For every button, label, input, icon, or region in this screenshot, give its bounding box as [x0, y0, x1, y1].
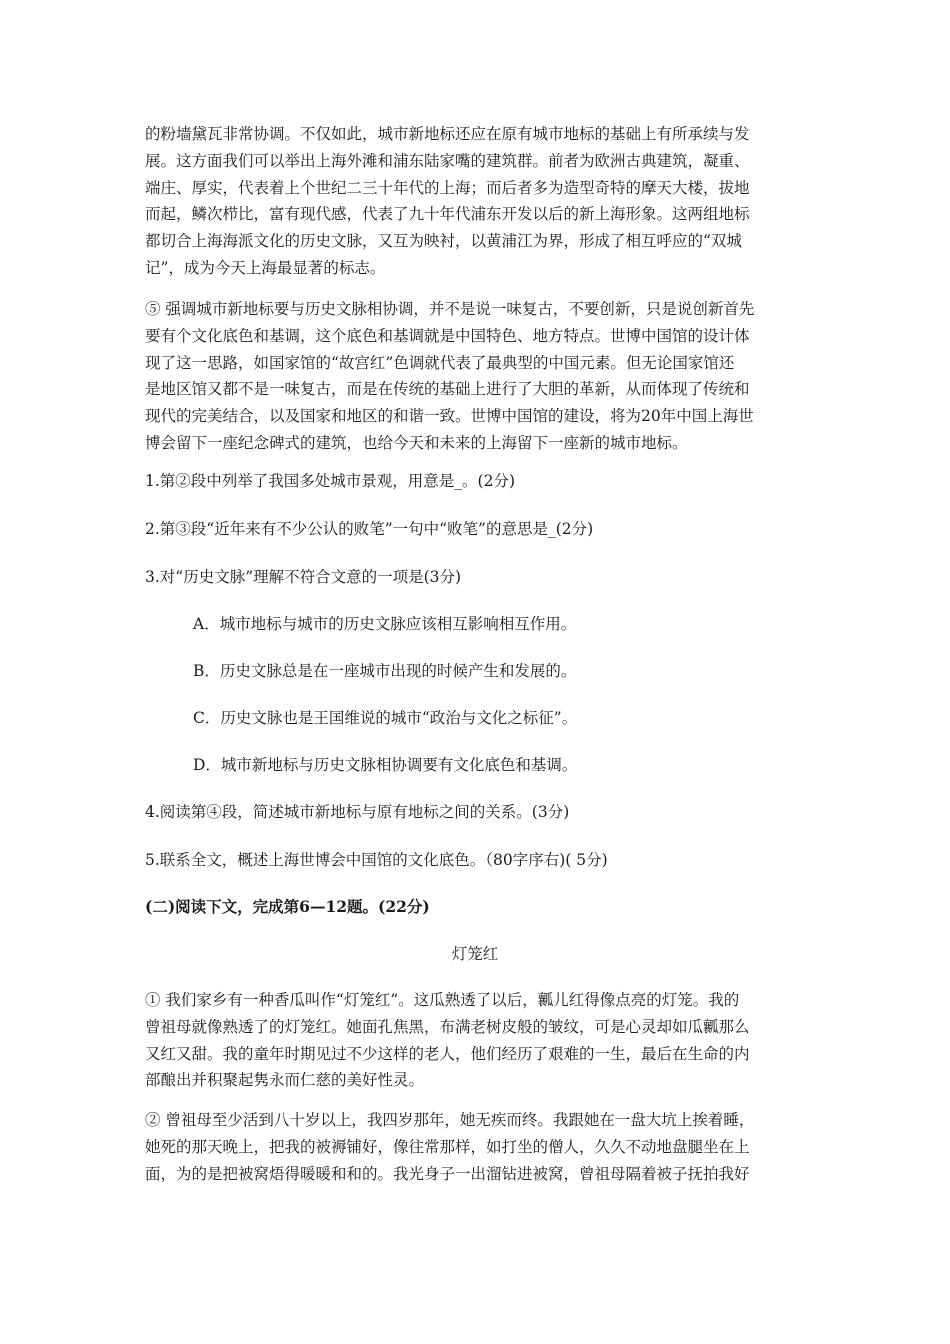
- text-line: 现代的完美结合，以及国家和地区的和谐一致。世博中国馆的建设，将为20年中国上海世: [145, 407, 754, 426]
- question-1: 1.第②段中列举了我国多处城市景观，用意是_。(2分): [145, 472, 515, 490]
- text-line: 她死的那天晚上，把我的被褥铺好，像往常那样，如打坐的僧人，久久不动地盘腿坐在上: [145, 1137, 750, 1156]
- question-3-option-c: C．历史文脉也是王国维说的城市“政治与文化之标征”。: [193, 709, 578, 727]
- text-line: ① 我们家乡有一种香瓜叫作“灯笼红”。这瓜熟透了以后，瓤儿红得像点亮的灯笼。我的: [145, 991, 740, 1009]
- paragraph-4-continued: [145, 121, 807, 282]
- article-paragraph-1: [145, 987, 807, 1094]
- text-line: 记”，成为今天上海最显著的标志。: [145, 258, 386, 277]
- text-line: 面，为的是把被窝焐得暖暖和和的。我光身子一出溜钻进被窝，曾祖母隔着被子抚拍我好: [145, 1164, 750, 1183]
- question-2: 2.第③段“近年来有不少公认的败笔”一句中“败笔”的意思是_(2分): [145, 520, 594, 538]
- article-paragraph-2: [145, 1107, 807, 1187]
- question-5: 5.联系全文，概述上海世博会中国馆的文化底色。（80字序右)( 5分): [145, 851, 608, 869]
- text-line: ⑤ 强调城市新地标要与历史文脉相协调，并不是说一味复古，不要创新，只是说创新首先: [145, 300, 755, 318]
- text-line: 的粉墙黛瓦非常协调。不仅如此，城市新地标还应在原有城市地标的基础上有所承续与发: [145, 125, 750, 143]
- question-3-option-d: D．城市新地标与历史文脉相协调要有文化底色和基调。: [193, 756, 578, 774]
- question-3-option-a: A．城市地标与城市的历史文脉应该相互影响相互作用。: [193, 615, 577, 633]
- text-line: 是地区馆又都不是一味复古，而是在传统的基础上进行了大胆的革新，从而体现了传统和: [145, 380, 750, 399]
- text-line: ② 曾祖母至少活到八十岁以上，我四岁那年，她无疾而终。我跟她在一盘大坑上挨着睡，: [145, 1111, 755, 1129]
- text-line: 曾祖母就像熟透了的灯笼红。她面孔焦黑，布满老树皮般的皱纹，可是心灵却如瓜瓤那么: [145, 1017, 750, 1036]
- text-line: 展。这方面我们可以举出上海外滩和浦东陆家嘴的建筑群。前者为欧洲古典建筑，凝重、: [145, 151, 750, 170]
- question-3-option-b: B．历史文脉总是在一座城市出现的时候产生和发展的。: [193, 662, 577, 680]
- section-heading: (二)阅读下文，完成第6—12题。(22分): [145, 897, 430, 916]
- text-line: 又红又甜。我的童年时期见过不少这样的老人，他们经历了艰难的一生，最后在生命的内: [145, 1044, 750, 1063]
- text-line: 而起，鳞次栉比，富有现代感，代表了九十年代浦东开发以后的新上海形象。这两组地标: [145, 205, 750, 224]
- text-line: 都切合上海海派文化的历史文脉，又互为映衬，以黄浦江为界，形成了相互呼应的“双城: [145, 232, 742, 251]
- text-line: 端庄、厚实，代表着上个世纪二三十年代的上海；而后者多为造型奇特的摩天大楼，拔地: [145, 178, 750, 197]
- text-line: 现了这一思路，如国家馆的“故宫红”色调就代表了最典型的中国元素。但无论国家馆还: [145, 353, 735, 372]
- question-4: 4.阅读第④段，简述城市新地标与原有地标之间的关系。(3分): [145, 803, 570, 821]
- question-3: 3.对“历史文脉”理解不符合文意的一项是(3分): [145, 568, 462, 586]
- text-line: 博会留下一座纪念碑式的建筑，也给今天和未来的上海留下一座新的城市地标。: [145, 433, 688, 452]
- article-title: 灯笼红: [451, 945, 499, 963]
- paragraph-5: [145, 296, 807, 457]
- text-line: 部酿出并积聚起隽永而仁慈的美好性灵。: [145, 1071, 425, 1090]
- text-line: 要有个文化底色和基调，这个底色和基调就是中国特色、地方特点。世博中国馆的设计体: [145, 326, 750, 345]
